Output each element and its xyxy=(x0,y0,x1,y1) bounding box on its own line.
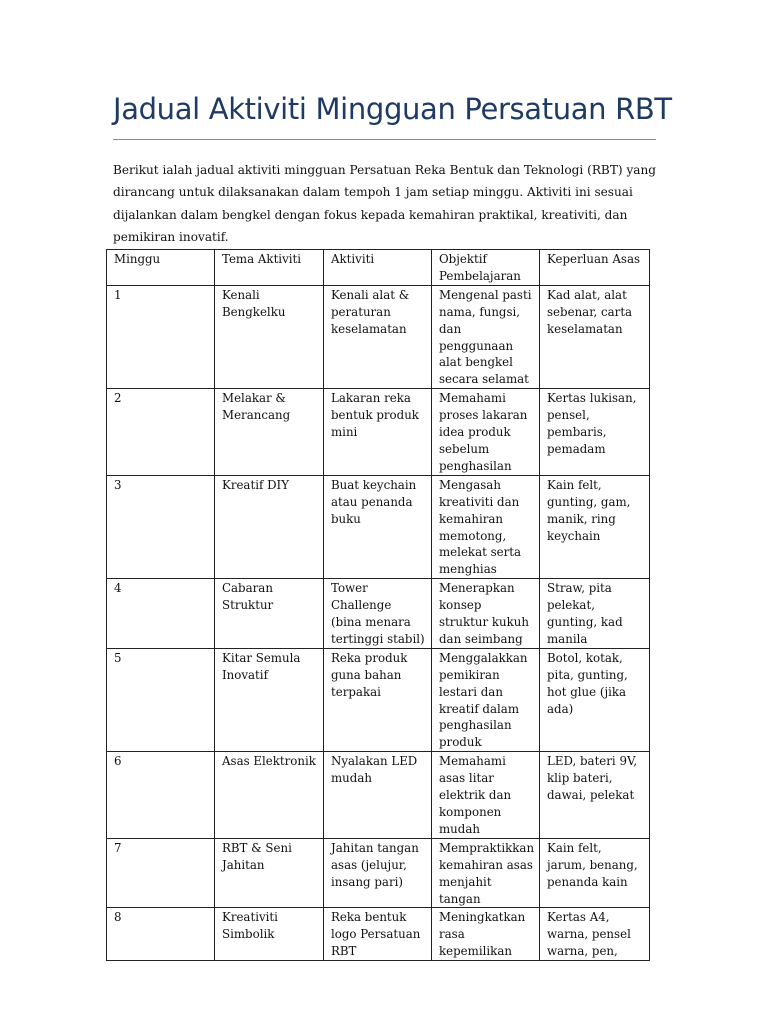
table-row xyxy=(107,579,650,649)
cell-week: 8 xyxy=(107,908,215,961)
cell-requirements: Kertas lukisan, pensel, pembaris, pemadam xyxy=(540,389,650,476)
cell-objective: Memahami asas litar elektrik dan komponen mudah xyxy=(432,752,540,839)
cell-week: 7 xyxy=(107,838,215,908)
header-keperluan-asas: Keperluan Asas xyxy=(540,250,650,286)
cell-theme: RBT & Seni Jahitan xyxy=(215,838,324,908)
table-row xyxy=(107,389,650,476)
table-row xyxy=(107,908,650,961)
cell-week: 4 xyxy=(107,579,215,649)
cell-objective: Mengasah kreativiti dan kemahiran memotong, melekat serta menghias xyxy=(432,475,540,578)
cell-theme: Kreatif DIY xyxy=(215,475,324,578)
table-row xyxy=(107,752,650,839)
cell-theme: Melakar & Merancang xyxy=(215,389,324,476)
cell-theme: Kreativiti Simbolik xyxy=(215,908,324,961)
table-header-row xyxy=(107,250,650,286)
cell-requirements: LED, bateri 9V, klip bateri, dawai, pelekat xyxy=(540,752,650,839)
cell-theme: Cabaran Struktur xyxy=(215,579,324,649)
activity-schedule-table xyxy=(106,249,650,961)
cell-requirements: Kad alat, alat sebenar, carta keselamatan xyxy=(540,285,650,388)
intro-paragraph: Berikut ialah jadual aktiviti mingguan Persatuan Reka Bentuk dan Teknologi (RBT) yang dirancang untuk dilaksanakan dalam tempoh 1 jam setiap minggu. Aktiviti ini sesuai dijalankan dalam bengkel dengan fokus kepada kemahiran praktikal, kreativiti, dan pemikiran inovatif. xyxy=(113,163,657,245)
cell-activity: Nyalakan LED mudah xyxy=(324,752,432,839)
cell-objective: Mempraktikkan kemahiran asas menjahit tangan xyxy=(432,838,540,908)
cell-theme: Kitar Semula Inovatif xyxy=(215,648,324,751)
cell-week: 2 xyxy=(107,389,215,476)
header-tema-aktiviti: Tema Aktiviti xyxy=(215,250,324,286)
cell-activity: Kenali alat & peraturan keselamatan xyxy=(324,285,432,388)
cell-requirements: Kertas A4, warna, pensel warna, pen, xyxy=(540,908,650,961)
header-minggu: Minggu xyxy=(107,250,215,286)
cell-activity: Reka produk guna bahan terpakai xyxy=(324,648,432,751)
cell-activity: Lakaran reka bentuk produk mini xyxy=(324,389,432,476)
header-aktiviti: Aktiviti xyxy=(324,250,432,286)
cell-week: 5 xyxy=(107,648,215,751)
table-row xyxy=(107,648,650,751)
cell-objective: Memahami proses lakaran idea produk sebelum penghasilan xyxy=(432,389,540,476)
cell-theme: Asas Elektronik xyxy=(215,752,324,839)
table-row xyxy=(107,285,650,388)
cell-requirements: Kain felt, jarum, benang, penanda kain xyxy=(540,838,650,908)
cell-activity: Jahitan tangan asas (jelujur, insang pari) xyxy=(324,838,432,908)
cell-activity: Tower Challenge (bina menara tertinggi stabil) xyxy=(324,579,432,649)
cell-requirements: Kain felt, gunting, gam, manik, ring keychain xyxy=(540,475,650,578)
document-title: Jadual Aktiviti Mingguan Persatuan RBT xyxy=(113,92,672,126)
table-row xyxy=(107,838,650,908)
cell-objective: Menerapkan konsep struktur kukuh dan seimbang xyxy=(432,579,540,649)
cell-objective: Meningkatkan rasa kepemilikan xyxy=(432,908,540,961)
cell-week: 1 xyxy=(107,285,215,388)
cell-week: 6 xyxy=(107,752,215,839)
cell-requirements: Straw, pita pelekat, gunting, kad manila xyxy=(540,579,650,649)
cell-theme: Kenali Bengkelku xyxy=(215,285,324,388)
header-objektif-pembelajaran: Objektif Pembelajaran xyxy=(432,250,540,286)
cell-activity: Reka bentuk logo Persatuan RBT xyxy=(324,908,432,961)
cell-requirements: Botol, kotak, pita, gunting, hot glue (jika ada) xyxy=(540,648,650,751)
cell-week: 3 xyxy=(107,475,215,578)
cell-objective: Menggalakkan pemikiran lestari dan kreatif dalam penghasilan produk xyxy=(432,648,540,751)
table-row xyxy=(107,475,650,578)
title-underline xyxy=(113,139,656,140)
cell-activity: Buat keychain atau penanda buku xyxy=(324,475,432,578)
cell-objective: Mengenal pasti nama, fungsi, dan penggunaan alat bengkel secara selamat xyxy=(432,285,540,388)
